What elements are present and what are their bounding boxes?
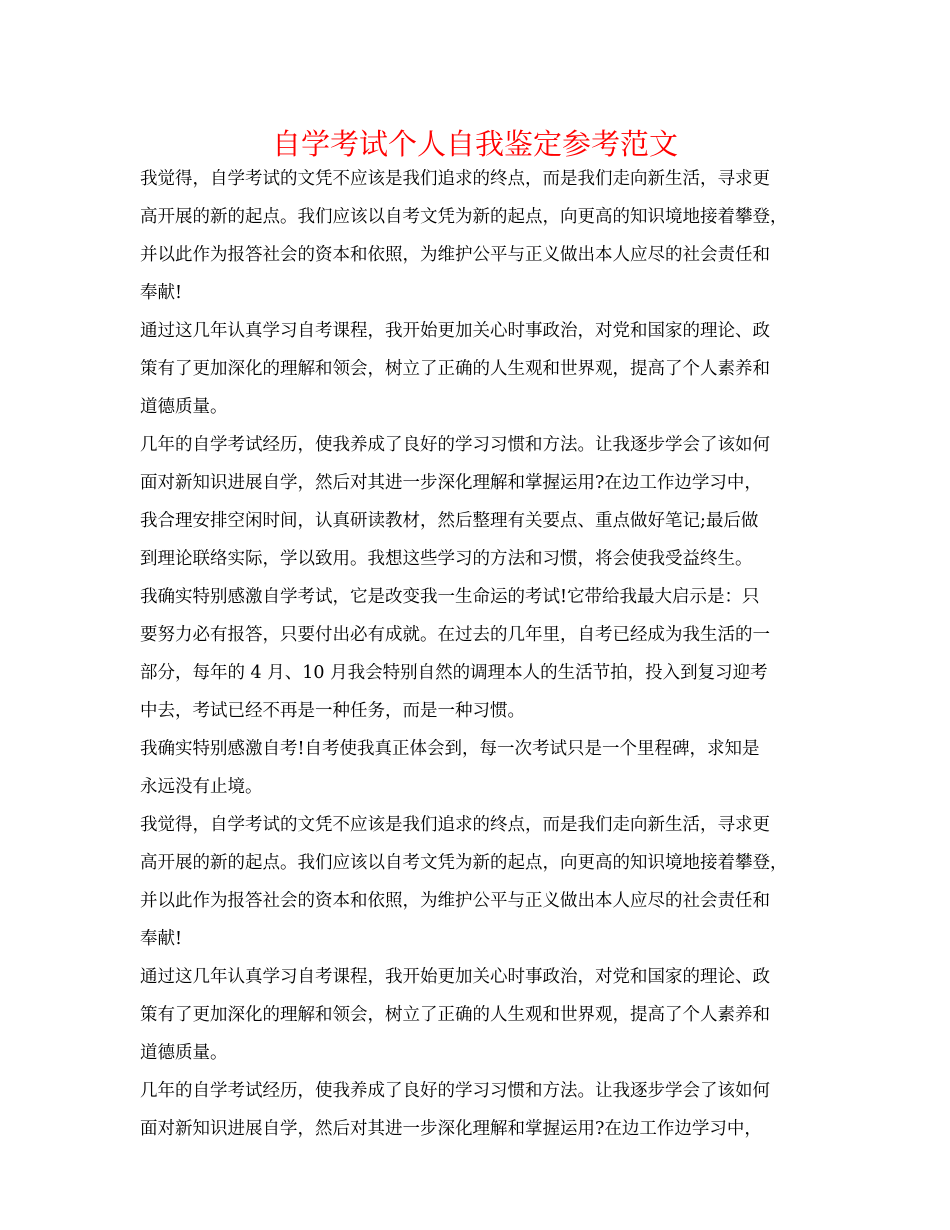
body-text-line: 策有了更加深化的理解和领会，树立了正确的人生观和世界观，提高了个人素养和	[140, 359, 770, 379]
body-text-line: 并以此作为报答社会的资本和依照，为维护公平与正义做出本人应尽的社会责任和	[140, 891, 770, 911]
body-text-line: 道德质量。	[140, 1043, 228, 1063]
body-text-line: 中去，考试已经不再是一种任务，而是一种习惯。	[140, 701, 525, 721]
body-text-line: 并以此作为报答社会的资本和依照，为维护公平与正义做出本人应尽的社会责任和	[140, 245, 770, 265]
document-body	[140, 160, 820, 1148]
body-text-line: 我确实特别感激自学考试，它是改变我一生命运的考试!它带给我最大启示是：只	[140, 587, 760, 607]
body-text-line: 我确实特别感激自考!自考使我真正体会到，每一次考试只是一个里程碑，求知是	[140, 739, 760, 759]
body-text-line: 到理论联络实际，学以致用。我想这些学习的方法和习惯，将会使我受益终生。	[140, 549, 753, 569]
body-text-line: 我觉得，自学考试的文凭不应该是我们追求的终点，而是我们走向新生活，寻求更	[140, 169, 770, 189]
body-text-line: 高开展的新的起点。我们应该以自考文凭为新的起点，向更高的知识境地接着攀登，	[140, 207, 788, 227]
body-text-line: 高开展的新的起点。我们应该以自考文凭为新的起点，向更高的知识境地接着攀登，	[140, 853, 788, 873]
body-text-line: 道德质量。	[140, 397, 228, 417]
body-text-line: 我合理安排空闲时间，认真研读教材，然后整理有关要点、重点做好笔记;最后做	[140, 511, 759, 531]
body-text-line: 奉献!	[140, 929, 183, 949]
body-text-line: 部分，每年的 4 月、10 月我会特别自然的调理本人的生活节拍，投入到复习迎考	[140, 663, 768, 683]
body-text-line: 永远没有止境。	[140, 777, 263, 797]
body-text-line: 面对新知识进展自学，然后对其进一步深化理解和掌握运用?在边工作边学习中，	[140, 1119, 762, 1139]
body-text-line: 几年的自学考试经历，使我养成了良好的学习习惯和方法。让我逐步学会了该如何	[140, 1081, 770, 1101]
body-text-line: 几年的自学考试经历，使我养成了良好的学习习惯和方法。让我逐步学会了该如何	[140, 435, 770, 455]
body-text-line: 策有了更加深化的理解和领会，树立了正确的人生观和世界观，提高了个人素养和	[140, 1005, 770, 1025]
body-text-line: 我觉得，自学考试的文凭不应该是我们追求的终点，而是我们走向新生活，寻求更	[140, 815, 770, 835]
body-text-line: 通过这几年认真学习自考课程，我开始更加关心时事政治，对党和国家的理论、政	[140, 967, 770, 987]
document-title: 自学考试个人自我鉴定参考范文	[271, 127, 678, 161]
body-text-line: 面对新知识进展自学，然后对其进一步深化理解和掌握运用?在边工作边学习中，	[140, 473, 762, 493]
body-text-line: 要努力必有报答，只要付出必有成就。在过去的几年里，自考已经成为我生活的一	[140, 625, 770, 645]
body-text-line: 奉献!	[140, 283, 183, 303]
body-text-line: 通过这几年认真学习自考课程，我开始更加关心时事政治，对党和国家的理论、政	[140, 321, 770, 341]
